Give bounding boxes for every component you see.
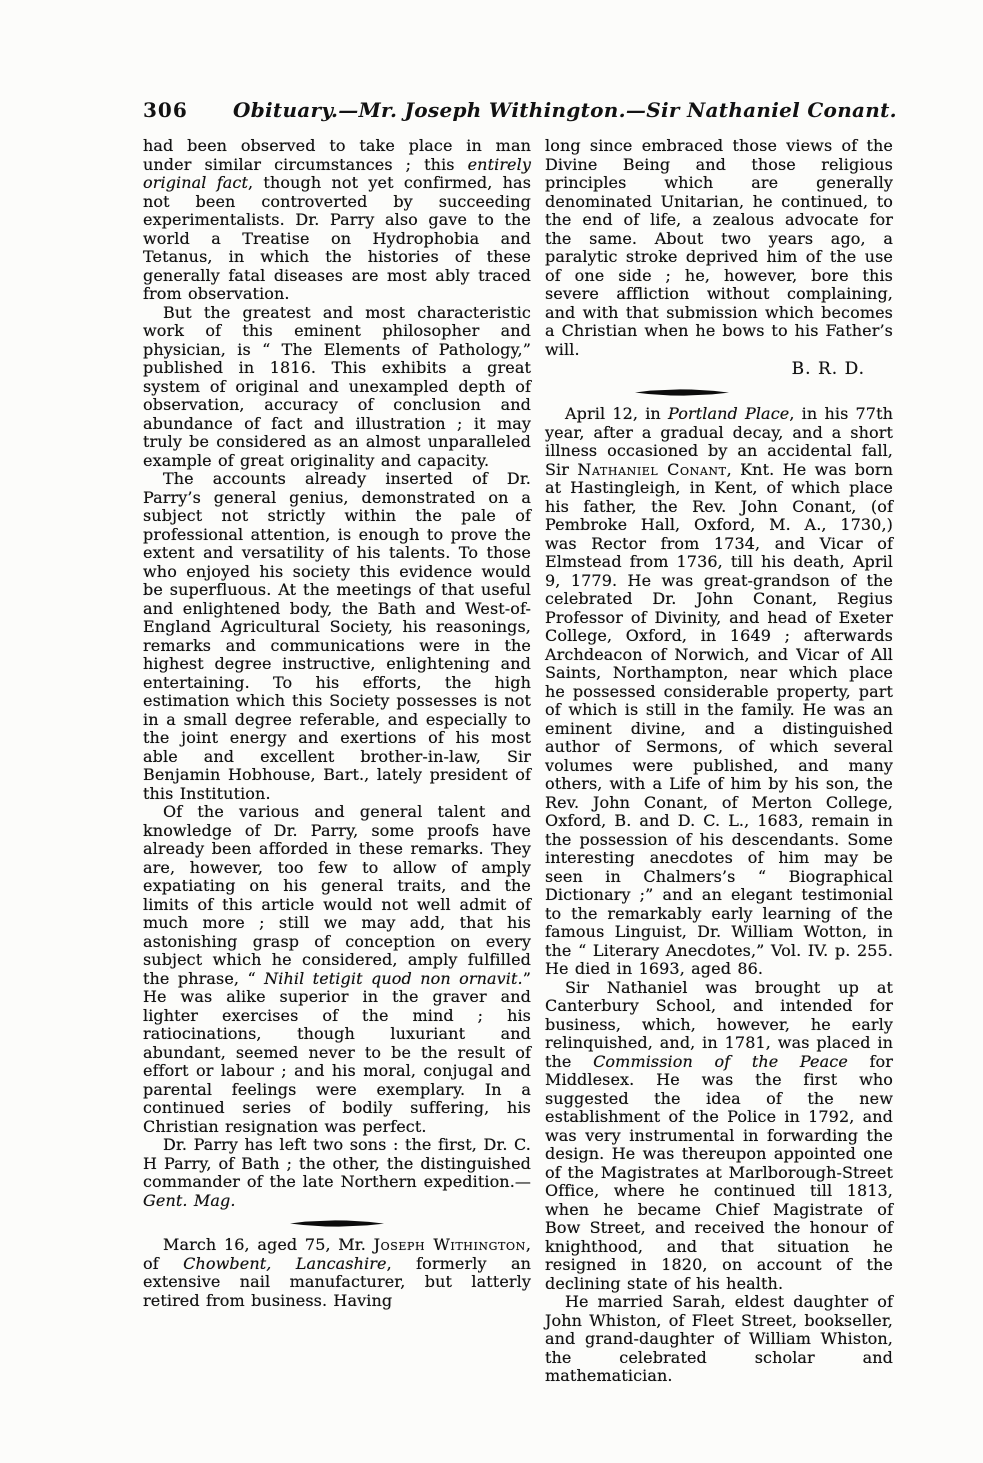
text-run: had been observed to take place in man under similar circumstances ; this [143, 136, 531, 174]
text-run: ” He was alike superior in the graver and lighter exercises of the mind ; his ratiocinations, though luxuriant and abundant, seemed never to be the result of effort or labour ; and his moral, conjugal and parental feelings were exemplary. In a continued series of bodily suffering, his Christian resignation was perfect. [143, 968, 532, 1136]
text-run: Of the various and general talent and knowledge of Dr. Parry, some proofs have already been afforded in these remarks. They are, however, too few to allow of amply expatiating on his general traits, and the limits of this article would not well admit of much more ; still we may add, that his astonishing grasp of conception on every subject which he considered, amply fulfilled the phrase, “ [143, 802, 531, 988]
smallcaps-name: Joseph Withington [373, 1235, 526, 1254]
paragraph [545, 979, 893, 1294]
text-run: for Middlesex. He was the first who suggested the idea of the new establishment of the Police in 1792, and was very instrumental in forwarding the design. He was thereupon appointed one of the Magistrates at Marlborough-Street Office, where he continued till 1813, when he became Chief Magistrate of Bow Street, and received the honour of knighthood, and that situation he resigned in 1820, on account of the declining state of his health. [545, 1051, 893, 1293]
text-run: Dr. Parry has left two sons : the first, Dr. C. H Parry, of Bath ; the other, the distinguished commander of the late Northern expedition.— [143, 1135, 531, 1191]
paragraph [143, 137, 531, 304]
paragraph [143, 803, 531, 1136]
paragraph [545, 405, 893, 979]
italic-text: Portland Place [668, 404, 790, 423]
italic-text: Gent. Mag. [143, 1190, 236, 1210]
text-run: long since embraced those views of the Divine Being and those religious principles which are generally denominated Unitarian, he continued, to the end of life, a zealous advocate for the same. About two years ago, a paralytic stroke deprived him of the use of one side ; he, however, bore this severe affliction without complaining, and with that submission which becomes a Christian when he bows to his Father’s will. [545, 136, 893, 359]
italic-text: entirely original fact [143, 154, 531, 192]
text-columns [143, 137, 893, 1386]
paragraph [545, 1293, 893, 1386]
text-run: , though not yet confirmed, has not been controverted by succeeding experimentalists. Dr. Parry also gave to the world a Treatise on Hydrophobia and Tetanus, in which the histories of these generally fatal diseases are most ably traced from observation. [143, 173, 532, 303]
paragraph [143, 470, 531, 803]
text-run: Sir Nathaniel was brought up at Canterbury School, and intended for business, which, however, he early relinquished, and, in 1781, was placed in the [545, 977, 893, 1071]
text-run: , in his 77th year, after a gradual decay, and a short illness occasioned by an accidental fall, Sir [545, 404, 894, 479]
paragraph [545, 137, 893, 359]
signature-initials: B. R. D. [791, 359, 865, 379]
text-run: But the greatest and most characteristic work of this eminent philosopher and physician, is “ The Elements of Pathology,” published in 1816. This exhibits a great system of original and unexampled depth of observation, accuracy of conclusion and abundance of fact and illustration ; it may truly be considered as an almost unparalleled example of great originality and capacity. [143, 302, 531, 470]
right-column [545, 137, 893, 1386]
text-run: , formerly an extensive nail manufacturer, but latterly retired from business. Having [143, 1253, 532, 1310]
text-run: He married Sarah, eldest daughter of John Whiston, of Fleet Street, bookseller, and grand-daughter of William Whiston, the celebrated scholar and mathematician. [545, 1292, 893, 1385]
paragraph [143, 304, 531, 471]
italic-text: Commission of the Peace [593, 1051, 848, 1071]
paragraph [143, 1136, 531, 1210]
text-run: The accounts already inserted of Dr. Parry’s general genius, demonstrated on a subject not strictly within the pale of professional attention, is enough to prove the extent and versatility of his talents. To those who enjoyed his society this evidence would be superfluous. At the meetings of that useful and enlightened body, the Bath and West-of-England Agricultural Society, his reasonings, remarks and communications were in the highest degree instructive, enlightening and entertaining. To his efforts, the high estimation which this Society possesses is not in a small degree referable, and especially to the joint energy and exertions of his most able and excellent brother-in-law, Sir Benjamin Hobhouse, Bart., lately president of this Institution. [143, 469, 531, 803]
smallcaps-name: Nathaniel Conant [577, 459, 727, 479]
left-column [143, 137, 531, 1386]
page-number: 306 [143, 98, 188, 122]
paragraph [143, 1236, 531, 1310]
italic-text: Chowbent, Lancashire [183, 1253, 387, 1273]
page-header [143, 98, 897, 122]
section-divider-rule [635, 389, 729, 396]
text-run: March 16, aged 75, Mr. [163, 1235, 374, 1254]
text-run: April 12, in [565, 404, 668, 423]
running-title: Obituary.—Mr. Joseph Withington.—Sir Nathaniel Conant. [233, 98, 897, 122]
italic-text: Nihil tetigit quod non ornavit. [264, 968, 523, 988]
text-run: , Knt. He was born at Hastingleigh, in Kent, of which place his father, the Rev. John Conant, (of Pembroke Hall, Oxford, M. A., 1730,) was Rector from 1734, and Vicar of Elmstead from 1736, till his death, April 9, 1779. He was great-grandson of the celebrated Dr. John Conant, Regius Professor of Divinity, and head of Exeter College, Oxford, in 1649 ; afterwards Archdeacon of Norwich, and Vicar of All Saints, Northampton, near which place he possessed considerable property, part of which is still in the family. He was an eminent divine, and a distinguished author of Sermons, of which several volumes were published, and many others, with a Life of him by his son, the Rev. John Conant, of Merton College, Oxford, B. and D. C. L., 1683, remain in the possession of his descendants. Some interesting anecdotes of him may be seen in Chalmers’s “ Biographical Dictionary ;” and an elegant testimonial to the remarkably early learning of the famous Linguist, Dr. William Wotton, in the “ Literary Anecdotes,” Vol. IV. p. 255. He died in 1693, aged 86. [545, 459, 893, 978]
section-divider-rule [290, 1220, 384, 1227]
text-run: , of [143, 1235, 531, 1273]
